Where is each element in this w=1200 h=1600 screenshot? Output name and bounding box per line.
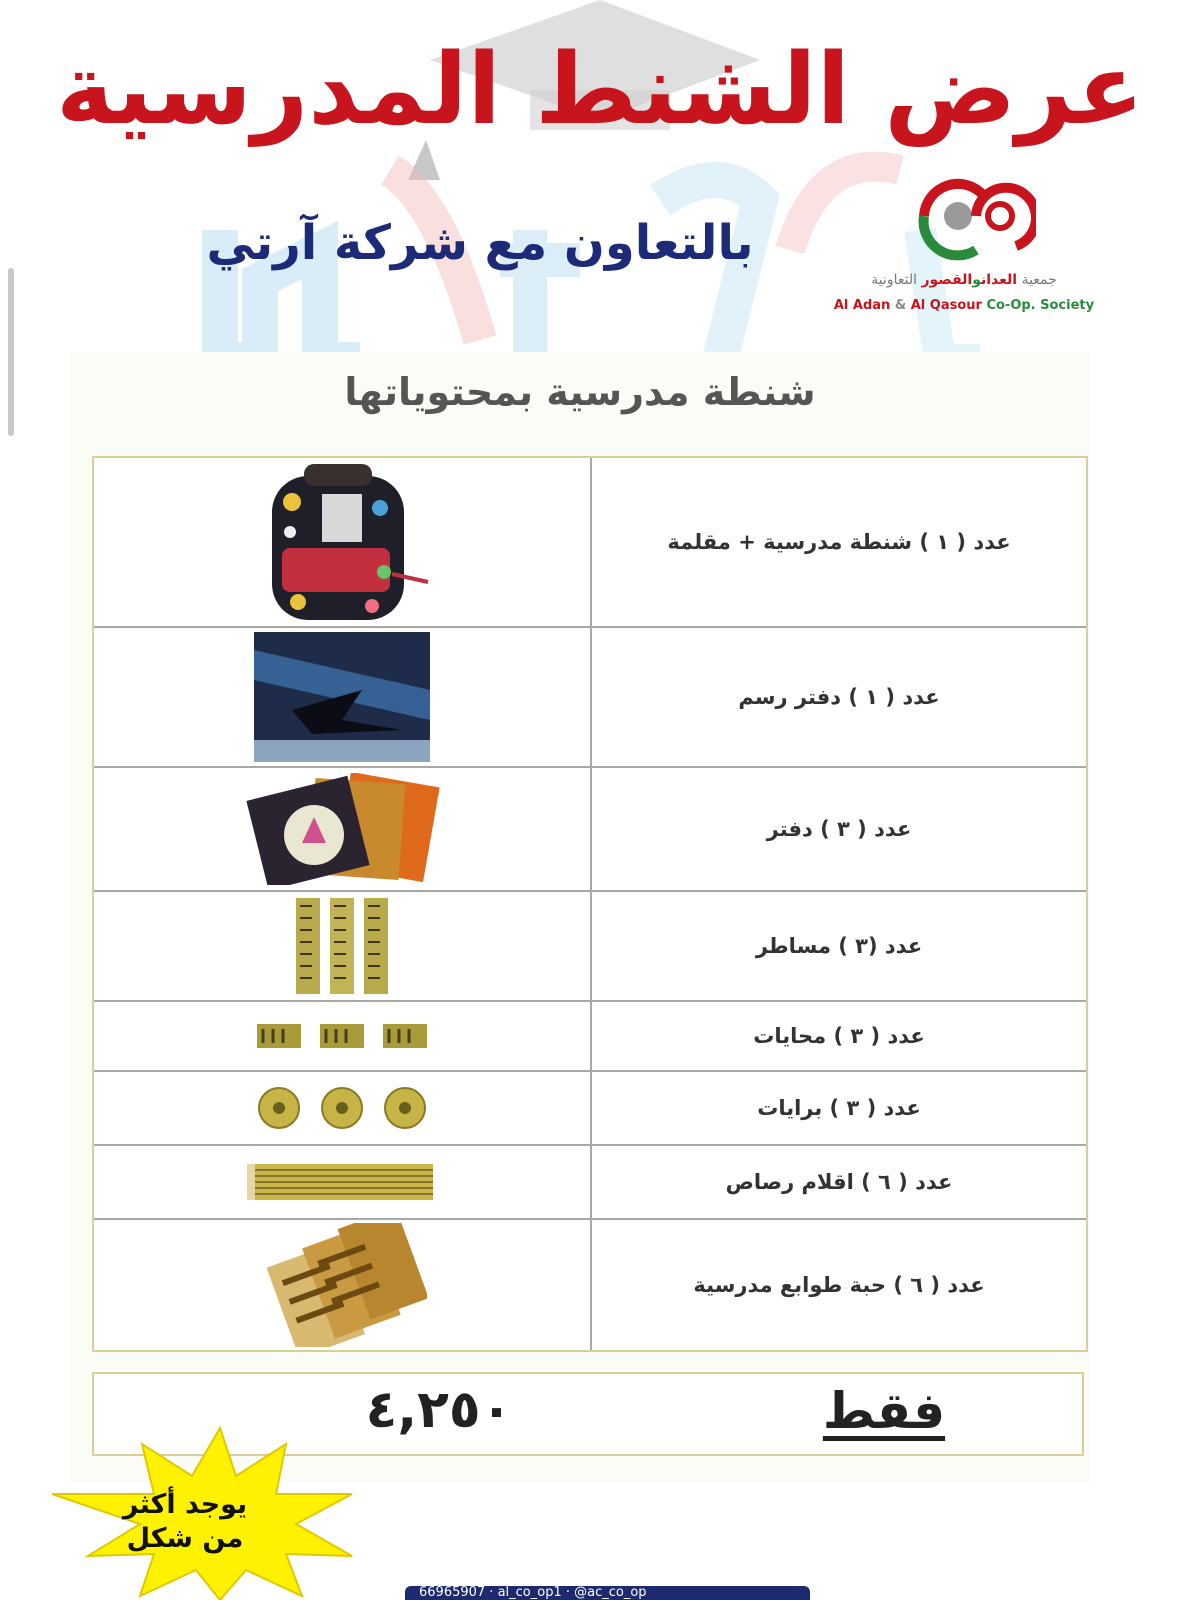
scrollbar-thumb[interactable] — [8, 268, 14, 436]
item-label: عدد ( ١ ) شنطة مدرسية + مقلمة — [667, 530, 1011, 554]
pencils-icon — [247, 1162, 437, 1202]
item-label: عدد ( ١ ) دفتر رسم — [738, 685, 940, 709]
table-row — [94, 892, 1086, 1002]
table-row — [94, 1002, 1086, 1072]
sketchbook-icon — [252, 630, 432, 764]
item-label: عدد ( ٣ ) محايات — [753, 1024, 925, 1048]
page-title: عرض الشنط المدرسية — [56, 33, 1144, 147]
social-footer — [405, 1586, 810, 1600]
item-image-cell — [94, 1220, 592, 1350]
table-row — [94, 1146, 1086, 1220]
item-label: عدد ( ٣ ) دفتر — [766, 817, 912, 841]
total-price: ٤,٢٥٠ — [365, 1380, 513, 1440]
rulers-icon — [292, 896, 392, 996]
table-row — [94, 1220, 1086, 1350]
stickers-icon — [257, 1223, 427, 1347]
item-label: عدد (٣ ) مساطر — [755, 934, 923, 958]
sharpeners-icon — [257, 1086, 427, 1130]
coop-logo-icon — [916, 176, 1036, 266]
notebooks-icon — [242, 773, 442, 885]
partner-subtitle: بالتعاون مع شركة آرتي — [206, 215, 754, 271]
erasers-icon — [257, 1021, 427, 1051]
item-image-cell — [94, 1072, 592, 1144]
badge-text: يوجد أكثر من شكل — [122, 1489, 248, 1554]
item-image-cell — [94, 768, 592, 890]
coop-name-english: Al Adan & Al Qasour Co-Op. Society — [833, 298, 1095, 313]
table-row — [94, 1072, 1086, 1146]
sheet-title: شنطة مدرسية بمحتوياتها — [344, 370, 816, 414]
table-row — [94, 768, 1086, 892]
table-row — [94, 628, 1086, 768]
item-label: عدد ( ٦ ) اقلام رصاص — [725, 1170, 953, 1194]
item-image-cell — [94, 892, 592, 1000]
coop-logo — [832, 176, 1112, 326]
table-row — [94, 458, 1086, 628]
item-label: عدد ( ٣ ) برايات — [757, 1096, 921, 1120]
item-label: عدد ( ٦ ) حبة طوابع مدرسية — [693, 1273, 985, 1297]
social-handles: 66965907 · al_co_op1 · @ac_co_op — [419, 1586, 647, 1600]
only-label: فقط — [822, 1382, 946, 1440]
item-image-cell — [94, 458, 592, 626]
coop-name-arabic: جمعية العدانوالقصور التعاونية — [871, 272, 1057, 288]
contents-table — [92, 456, 1088, 1352]
item-image-cell — [94, 628, 592, 766]
backpack-icon — [252, 462, 432, 622]
item-image-cell — [94, 1002, 592, 1070]
item-image-cell — [94, 1146, 592, 1218]
